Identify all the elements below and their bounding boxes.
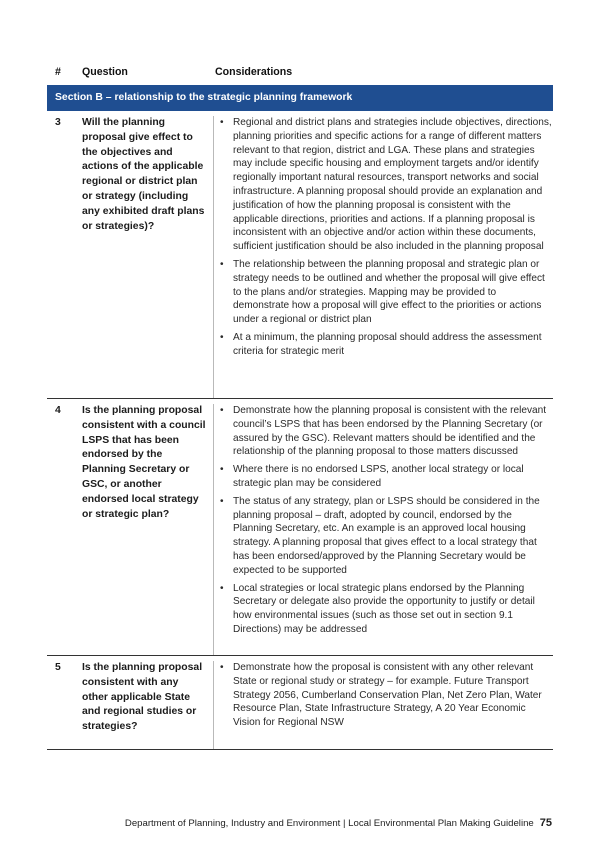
row-number: 4 [55,405,61,416]
table-header [47,58,553,85]
bullet-icon: • [220,662,224,673]
bullet-text: The relationship between the planning proposal and strategic plan or strategy needs to be outlined and whether the proposal will give effect to the plans and/or strategies. Mapping may be provided to demonstrate how a proposal will give effect to the priorities or actions under a regional or district plan [233,258,545,326]
row-considerations [213,116,553,398]
list-item [220,258,553,327]
list-item [220,661,553,730]
row-considerations [213,661,553,749]
bullet-icon: • [220,495,224,507]
row-number: 3 [55,117,61,128]
bullet-icon: • [220,405,224,416]
list-item [220,582,553,637]
bullet-text: At a minimum, the planning proposal should address the assessment criteria for strategic merit [233,331,542,357]
bullet-text: The status of any strategy, plan or LSPS should be considered in the planning proposal – draft, adopted by council, endorsed by the Planning Secretary, etc. An example is an approved local housing strategy. A planning proposal that gives effect to a local strategy that has been endorsed/approved by the Planning Secretary would be expected to be supported [233,495,540,576]
table-row [47,656,553,750]
list-item [220,495,553,578]
bullet-icon: • [220,331,224,343]
row-question: Is the planning proposal consistent with a council LSPS that has been endorsed by the Planning Secretary or GSC, or another endorsed local strategy or strategic plan? [82,405,206,520]
list-item [220,331,553,359]
row-considerations [213,404,553,655]
row-question: Is the planning proposal consistent with any other applicable State and regional studies or strategies? [82,662,203,733]
bullet-icon: • [220,582,224,594]
list-item [220,404,553,459]
footer-text: Department of Planning, Industry and Environment | Local Environmental Plan Making Guideline [124,818,534,829]
list-item [220,116,553,254]
header-number: # [55,65,61,78]
considerations-table [47,58,553,750]
header-question: Question [82,65,128,78]
bullet-text: Local strategies or local strategic plans endorsed by the Planning Secretary or delegate also provide the opportunity to justify or detail how environmental issues (such as those set out in section 9.1 Directions) may be addressed [233,582,535,635]
table-row [47,111,553,399]
row-question: Will the planning proposal give effect to the objectives and actions of the applicable regional or district plan or strategy (including any exhibited draft plans or strategies)? [82,117,205,232]
bullet-icon: • [220,117,224,128]
bullet-icon: • [220,464,224,476]
row-number: 5 [55,662,61,673]
section-heading: Section B – relationship to the strategic planning framework [47,85,553,111]
bullet-text: Demonstrate how the proposal is consistent with any other relevant State or regional study or strategy – for example. Future Transport Strategy 2056, Cumberland Conservation Plan, Net Zero Plan, Water Resource Plan, State Infrastructure Strategy, A 20 Year Economic Vision for Regional NSW [233,662,542,729]
bullet-text: Demonstrate how the planning proposal is consistent with the relevant council’s LSPS that has been endorsed by the Planning Secretary (or assured by the GSC). Relevant matters should be identified and the relationship of the planning proposal to those matters discussed [233,405,547,458]
page-number: 75 [539,817,552,829]
page-footer [125,817,552,829]
bullet-icon: • [220,258,224,270]
table-row [47,399,553,656]
list-item [220,463,553,491]
bullet-text: Regional and district plans and strategies include objectives, directions, planning priorities and specific actions for a range of different matters relevant to that region, district and LGA. These plans and strategies may include specific housing and employment targets and/or identify regionally important natural resources, transport networks and social infrastructure. A planning proposal should provide an explanation and justification of how the planning proposal is consistent with the applicable directions, priorities and actions. If a planning proposal is inconsistent with an objective and/or action within these documents, sufficient justification should be also included in the planning proposal [233,117,552,253]
bullet-text: Where there is no endorsed LSPS, another local strategy or local strategic plan may be considered [233,464,524,489]
header-considerations: Considerations [215,65,293,78]
